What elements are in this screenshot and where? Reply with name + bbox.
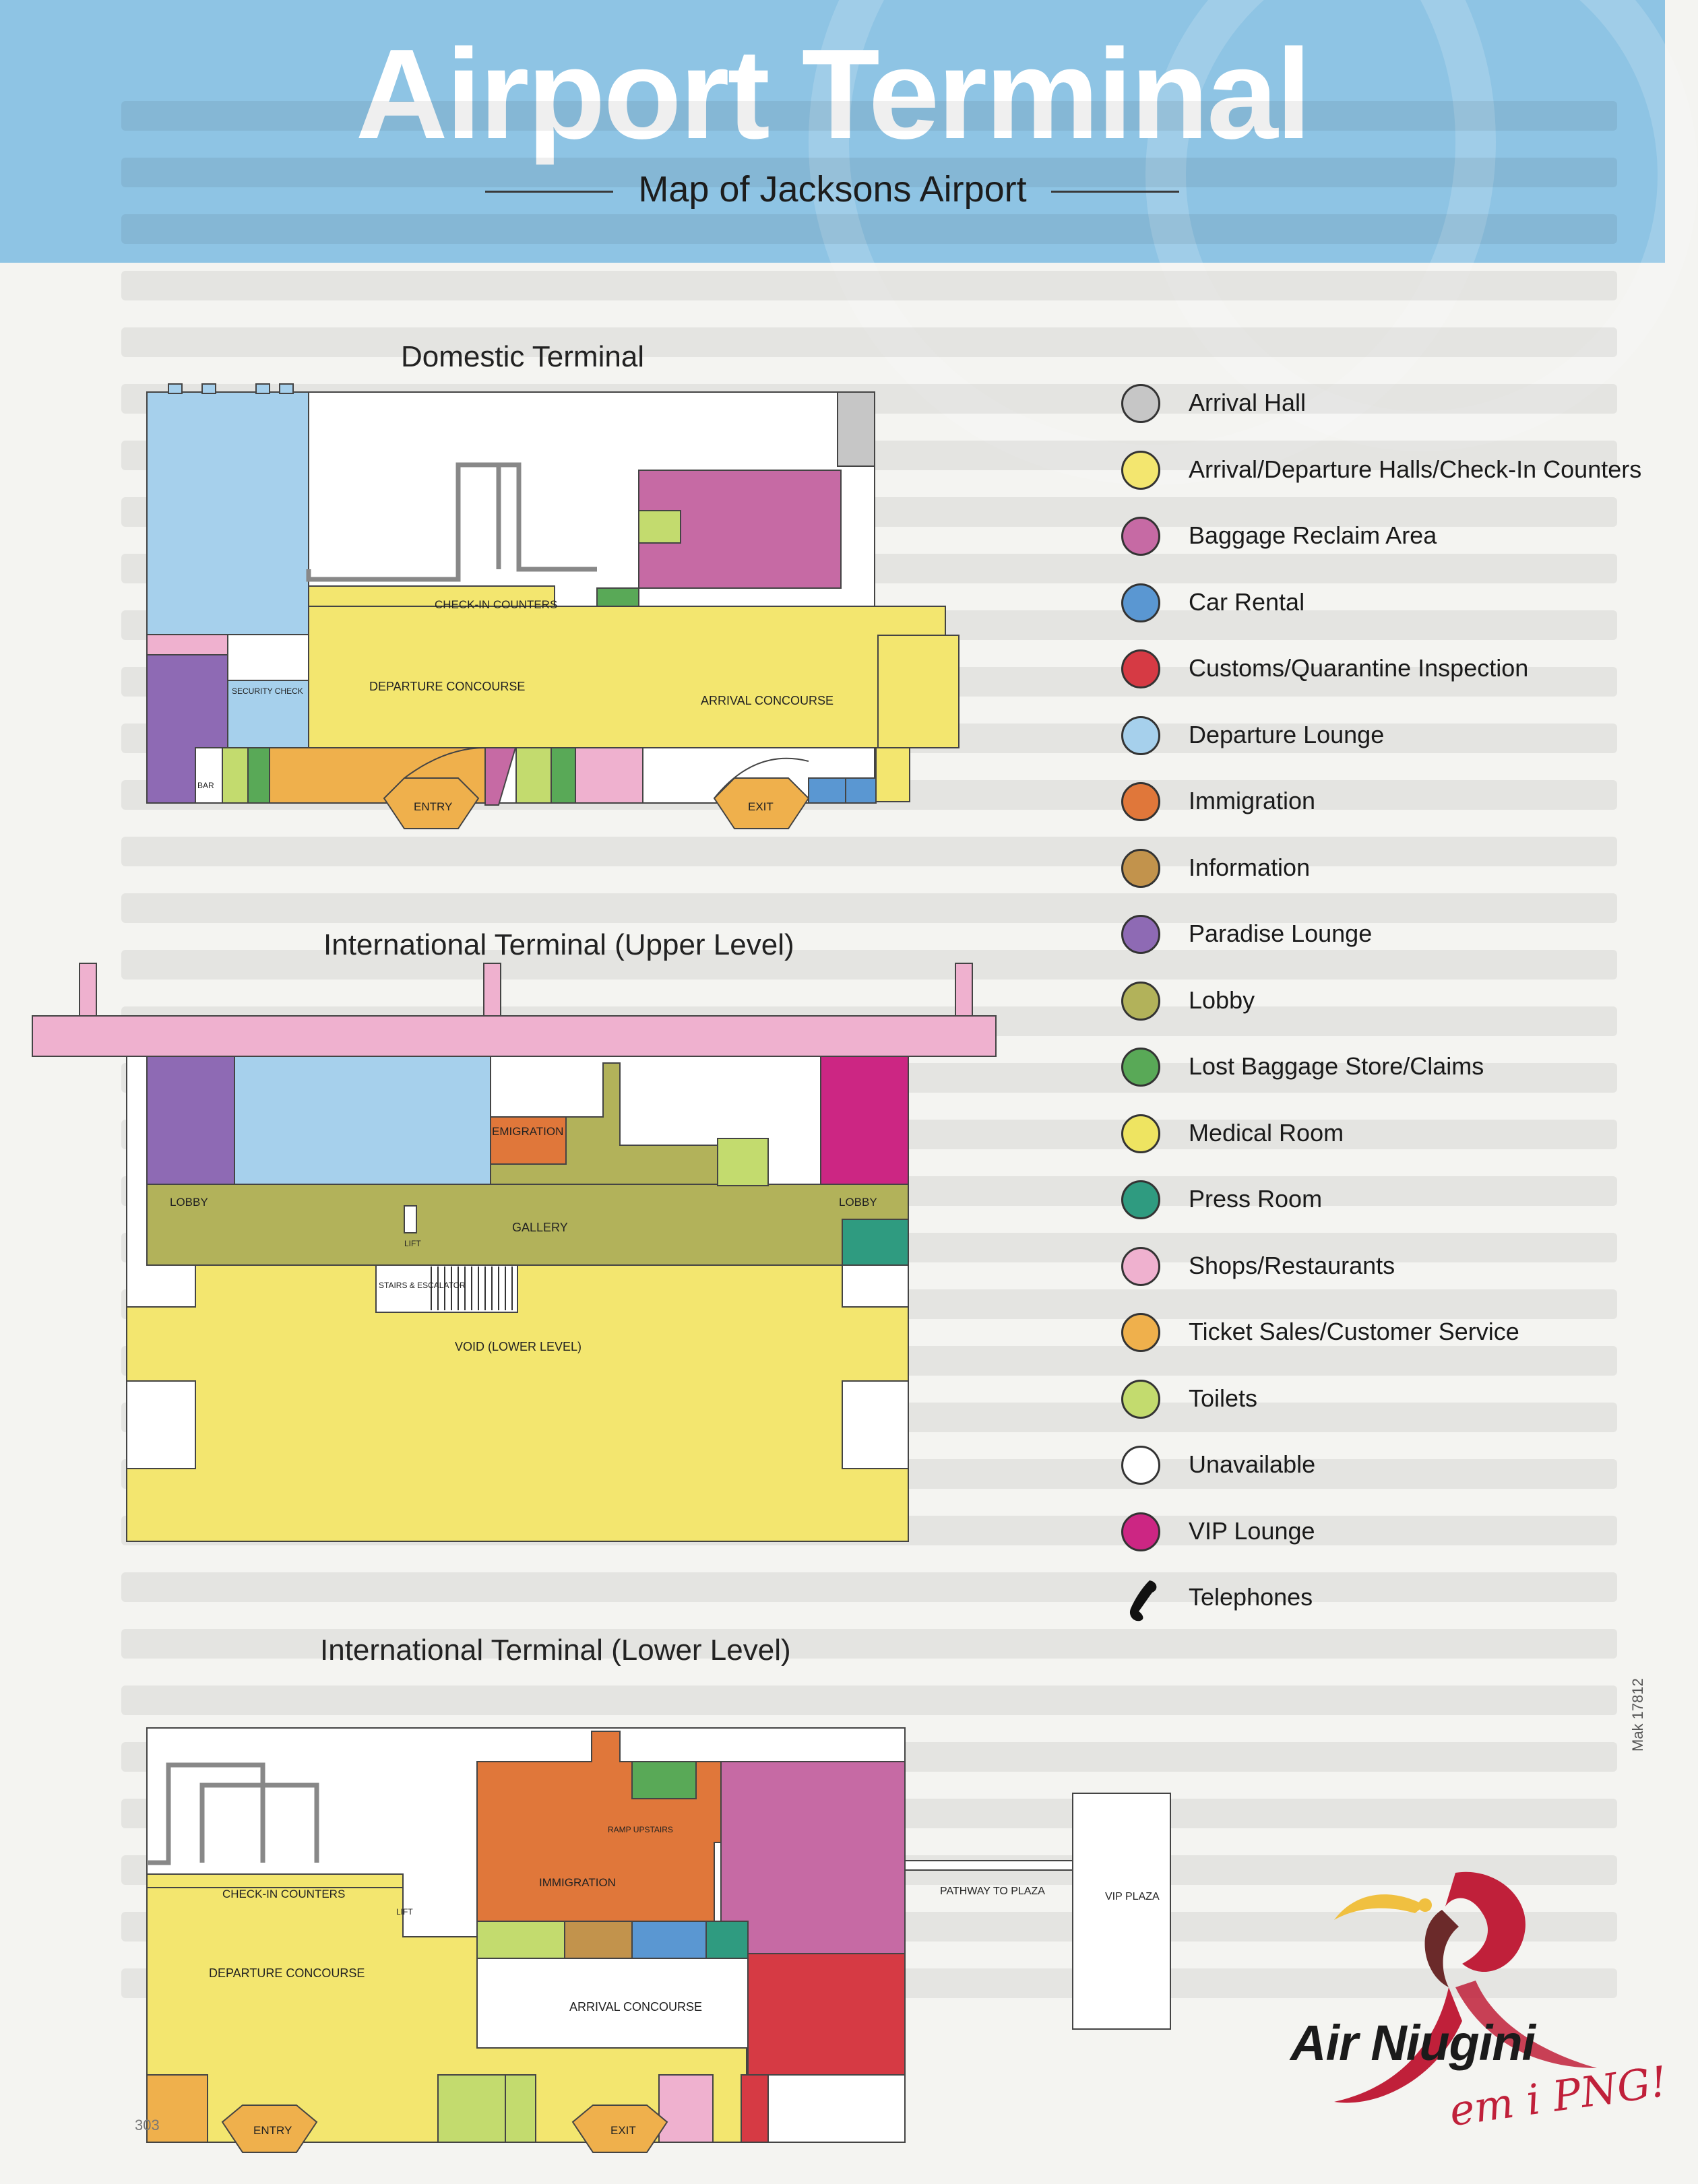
information-area (565, 1921, 632, 1958)
legend-item (1119, 713, 1658, 760)
car-rental-area (632, 1921, 706, 1958)
section-title-intl-lower: International Terminal (Lower Level) (320, 1634, 791, 1667)
page-number: 303 (135, 2117, 160, 2133)
emigration-area (491, 1117, 566, 1164)
bird-head (1445, 1872, 1526, 1972)
pathway-to-plaza (905, 1861, 1073, 1870)
legend-item (1119, 513, 1658, 560)
legend-swatch (1121, 1380, 1160, 1419)
legend-label: Unavailable (1189, 1450, 1316, 1478)
customs-area (741, 2075, 768, 2142)
legend-label: Car Rental (1189, 588, 1305, 616)
map-label: LOBBY (839, 1196, 877, 1209)
legend-swatch (1121, 451, 1160, 490)
toilets-area (222, 748, 248, 803)
legend-item (1119, 1111, 1658, 1158)
legend-item (1119, 1575, 1658, 1622)
intl-upper-map (32, 963, 996, 1541)
legend-swatch (1121, 1048, 1160, 1087)
map-label: LOBBY (170, 1196, 208, 1209)
toilets-area (505, 2075, 536, 2142)
lost-baggage-area (551, 748, 575, 803)
pier-stub (80, 963, 96, 1017)
checkin-counter-strip (147, 1874, 403, 1888)
map-label: STAIRS & ESCALATOR (379, 1281, 466, 1290)
legend-item (1119, 1177, 1658, 1224)
pier-corridor (32, 1016, 996, 1056)
legend-swatch (1121, 649, 1160, 688)
legend-label: Shops/Restaurants (1189, 1252, 1395, 1279)
map-label: ARRIVAL CONCOURSE (701, 694, 834, 707)
legend-swatch (1121, 583, 1160, 622)
press-room-area (842, 1219, 908, 1265)
legend-item (1119, 1376, 1658, 1423)
map-label: EXIT (610, 2124, 636, 2137)
departure-lounge-area (147, 392, 309, 635)
legend-swatch (1121, 915, 1160, 954)
arrival-concourse-extension (878, 635, 959, 748)
arrival-concourse-leg (876, 748, 910, 802)
map-label: GALLERY (512, 1221, 568, 1234)
logo-wordmark: Air Niugini (1290, 2015, 1536, 2071)
map-label: DEPARTURE CONCOURSE (369, 680, 526, 693)
car-rental-area (809, 778, 846, 803)
legend-item (1119, 381, 1658, 428)
legend-item (1119, 1044, 1658, 1091)
legend-swatch (1121, 1114, 1160, 1153)
legend-label: Toilets (1189, 1384, 1258, 1412)
legend-item (1119, 1310, 1658, 1357)
lift-shaft (404, 1206, 416, 1233)
shops-area (659, 2075, 713, 2142)
legend-label: Arrival Hall (1189, 389, 1307, 416)
legend-label: Lost Baggage Store/Claims (1189, 1052, 1484, 1080)
legend-swatch (1121, 782, 1160, 821)
legend-label: Press Room (1189, 1185, 1323, 1213)
map-label: ARRIVAL CONCOURSE (569, 2000, 703, 2014)
legend-item (1119, 580, 1658, 627)
map-label: EMIGRATION (492, 1125, 564, 1138)
paradise-lounge-area (147, 1056, 234, 1184)
legend-swatch (1121, 982, 1160, 1021)
intl-lower-map (147, 1728, 1170, 2152)
map-label: ENTRY (253, 2124, 292, 2137)
shops-area (147, 635, 228, 655)
legend-item (1119, 911, 1658, 959)
pier-stub (484, 963, 501, 1017)
legend-swatch (1121, 384, 1160, 423)
customs-area (748, 1954, 905, 2075)
gate-tab (280, 384, 293, 393)
departure-lounge-area (234, 1056, 491, 1184)
lost-baggage-area (632, 1762, 696, 1799)
telephone-icon (1123, 1575, 1163, 1622)
legend-label: Medical Room (1189, 1119, 1344, 1147)
legend-swatch (1121, 849, 1160, 888)
toilets-area (639, 511, 681, 543)
legend-label: Telephones (1189, 1583, 1313, 1611)
legend-swatch (1121, 1512, 1160, 1551)
legend-item (1119, 845, 1658, 893)
toilets-area (718, 1138, 768, 1186)
legend-swatch (1121, 1180, 1160, 1219)
legend-item (1119, 1442, 1658, 1489)
map-label: VOID (LOWER LEVEL) (455, 1340, 582, 1353)
map-label: CHECK-IN COUNTERS (222, 1888, 346, 1900)
catalog-number: Mak 17812 (1629, 1678, 1646, 1752)
map-label: ENTRY (414, 800, 453, 813)
car-rental-area (846, 778, 876, 803)
bird-wing (1425, 1910, 1459, 1987)
arrival-hall-area (838, 392, 875, 466)
legend-label: Baggage Reclaim Area (1189, 521, 1437, 549)
map-label: EXIT (748, 800, 774, 813)
section-title-intl-upper: International Terminal (Upper Level) (323, 928, 794, 961)
map-label: RAMP UPSTAIRS (608, 1825, 673, 1834)
legend-item (1119, 1509, 1658, 1556)
map-label: PATHWAY TO PLAZA (940, 1886, 1045, 1897)
legend-label: Departure Lounge (1189, 721, 1385, 748)
map-label: LIFT (396, 1907, 413, 1917)
legend-swatch (1121, 517, 1160, 556)
map-label: BAR (197, 781, 214, 790)
legend-label: Customs/Quarantine Inspection (1189, 654, 1529, 682)
press-room-area (706, 1921, 748, 1958)
legend-item (1119, 978, 1658, 1025)
legend-swatch (1121, 1313, 1160, 1352)
gate-tab (256, 384, 270, 393)
logo-slogan: em i PNG! (1446, 2056, 1670, 2136)
legend-label: Information (1189, 854, 1311, 881)
legend-label: Lobby (1189, 986, 1255, 1014)
bird-plume (1334, 1894, 1425, 1920)
page-subtitle: Map of Jacksons Airport (638, 169, 1027, 210)
map-label: LIFT (404, 1239, 421, 1248)
lost-baggage-area (248, 748, 270, 803)
legend-item (1119, 447, 1658, 494)
page-title: Airport Terminal (355, 23, 1310, 166)
map-label: VIP PLAZA (1105, 1891, 1160, 1902)
toilets-area (477, 1921, 565, 1958)
gate-tab (168, 384, 182, 393)
pier-stub (955, 963, 972, 1017)
map-label: SECURITY CHECK (232, 686, 303, 696)
legend-label: Ticket Sales/Customer Service (1189, 1318, 1519, 1345)
map-label: CHECK-IN COUNTERS (435, 598, 558, 611)
legend-swatch (1121, 716, 1160, 755)
toilets-area (438, 2075, 505, 2142)
legend-item (1119, 779, 1658, 826)
vip-plaza (1073, 1793, 1170, 2029)
toilets-area (516, 748, 551, 803)
legend-item (1119, 646, 1658, 693)
legend-label: Paradise Lounge (1189, 920, 1373, 947)
map-label: DEPARTURE CONCOURSE (209, 1966, 365, 1980)
concourse-area (309, 606, 945, 748)
bar-area (195, 748, 222, 803)
vip-lounge-area (821, 1056, 908, 1184)
legend-label: VIP Lounge (1189, 1517, 1315, 1545)
legend-swatch (1121, 1446, 1160, 1485)
map-label: IMMIGRATION (539, 1876, 616, 1889)
section-title-domestic: Domestic Terminal (401, 340, 645, 373)
shops-area (575, 748, 643, 803)
gate-tab (202, 384, 216, 393)
legend-label: Immigration (1189, 787, 1316, 814)
legend-swatch (1121, 1247, 1160, 1286)
legend-item (1119, 1244, 1658, 1291)
legend-label: Arrival/Departure Halls/Check-In Counters (1189, 455, 1642, 483)
